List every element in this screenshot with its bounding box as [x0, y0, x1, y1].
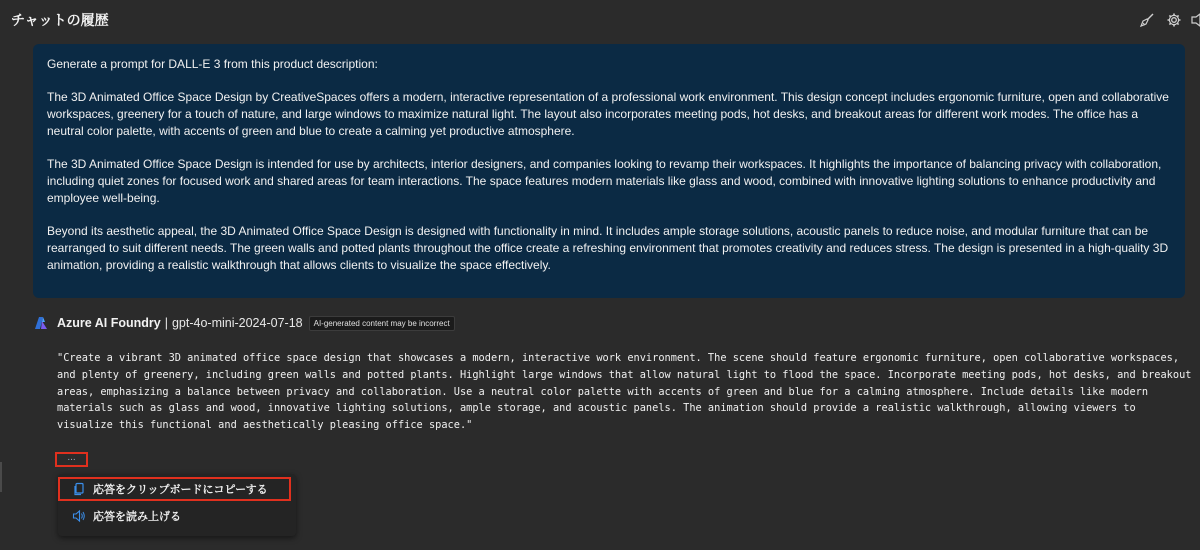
assistant-name: Azure AI Foundry [57, 316, 161, 330]
user-message [33, 44, 1185, 298]
assistant-response: "Create a vibrant 3D animated office space design that showcases a modern, interactive work environment. The scene should feature ergonomic furniture, open collaborative workspaces, and plenty of greenery, including green walls and potted plants. Highlight large windows that allow natural light to flood the space. Incorporate meeting pods, hot desks, and breakout areas, emphasizing a balance between privacy and collaboration. Use a neutral color palette with accents of green and blue for a calming atmosphere. Include details like modern materials such as glass and wood, innovative lighting solutions, ample storage, and acoustic panels. The animation should provide a realistic walkthrough, allowing viewers to visualize this functional and aesthetically pleasing office space." [57, 352, 1192, 432]
copy-to-clipboard-menu-item[interactable] [58, 476, 296, 502]
assistant-header [34, 314, 634, 332]
user-message-paragraph: The 3D Animated Office Space Design is intended for use by architects, interior designers, and companies looking to revamp their workspaces. It highlights the importance of balancing privacy with collaboration, including quiet zones for focused work and shared areas for team interactions. The space features modern materials like glass and wood, combined with innovative lighting solutions to enhance productivity and employee well-being. [47, 157, 1162, 205]
panel-icon[interactable] [1190, 12, 1200, 28]
read-aloud-menu-item[interactable] [58, 503, 296, 529]
user-message-paragraph: The 3D Animated Office Space Design by CreativeSpaces offers a modern, interactive representation of a professional work environment. This design concept includes ergonomic furniture, open and collaborative workspaces, greenery for a touch of nature, and large windows to maximize natural light. The layout also incorporates meeting pods, hot desks, and breakout areas for different work modes. The office has a neutral color palette, with accents of green and blue to create a calming yet productive atmosphere. [47, 90, 1169, 138]
divider [0, 462, 2, 492]
read-aloud-menu-label: 応答を読み上げる [93, 510, 181, 523]
user-message-paragraph: Generate a prompt for DALL-E 3 from this product description: [47, 57, 378, 71]
chat-history-header [0, 0, 1200, 40]
azure-ai-foundry-logo-icon [34, 316, 48, 330]
ai-disclaimer-badge: AI-generated content may be incorrect [309, 316, 455, 331]
response-context-menu [58, 474, 296, 536]
speaker-icon [72, 509, 86, 523]
highlight-box [58, 477, 291, 501]
copy-menu-label: 応答をクリップボードにコピーする [93, 483, 268, 496]
more-options-button[interactable]: ... [55, 452, 88, 467]
broom-icon[interactable] [1139, 12, 1155, 28]
gear-icon[interactable] [1166, 12, 1182, 28]
model-name: gpt-4o-mini-2024-07-18 [171, 316, 303, 330]
page-title: チャットの履歴 [11, 13, 109, 29]
user-message-paragraph: Beyond its aesthetic appeal, the 3D Animated Office Space Design is designed with functionality in mind. It includes ample storage solutions, acoustic panels to reduce noise, and modular furniture that can be rearranged to suit different needs. The green walls and potted plants throughout the office create a refreshing environment that promotes creativity and reduces stress. The design is presented in a high-quality 3D animation, providing a realistic walkthrough that allows clients to visualize the space effectively. [47, 224, 1169, 272]
header-separator: | [164, 316, 168, 330]
